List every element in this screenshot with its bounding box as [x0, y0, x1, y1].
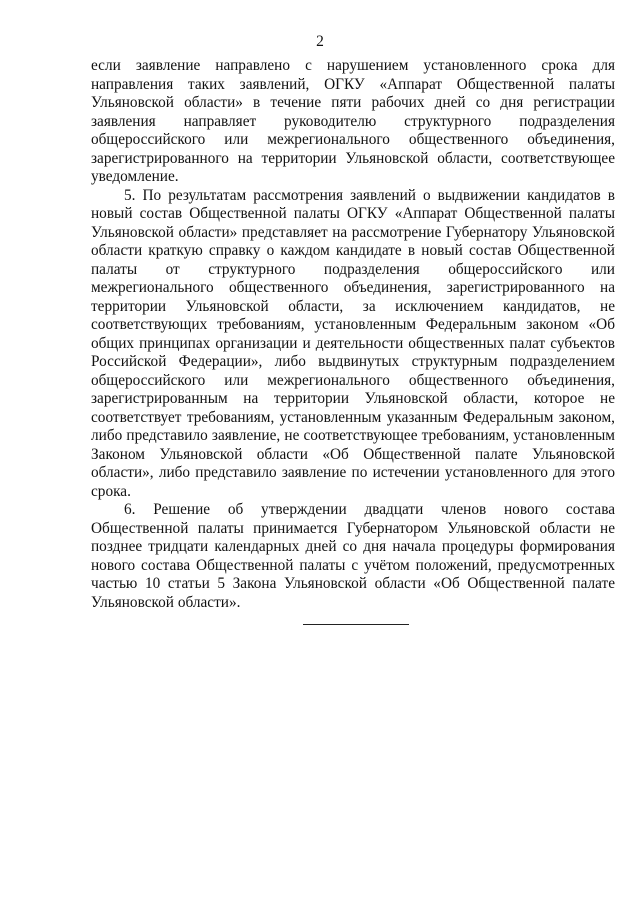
paragraph-continuation: если заявление направлено с нарушением установленного срока для направления таких заявлений, ОГКУ «Аппарат Общественной палаты Ульяновской области» в течение пяти рабочих дней со дня регистрации заявления направляет руководителю структурного подразделения общероссийского или межрегионального общественного объединения, зарегистрированного на территории Ульяновской области, соответствующее уведомление. [91, 57, 615, 185]
page-number: 2 [316, 33, 324, 50]
document-body [91, 57, 615, 612]
paragraph-item-5: 5. По результатам рассмотрения заявлений о выдвижении кандидатов в новый состав Общественной палаты ОГКУ «Аппарат Общественной палаты Ульяновской области» представляет на рассмотрение Губернатору Ульяновской области краткую справку о каждом кандидате в новый состав Общественной палаты от структурного подразделения общероссийского или межрегионального общественного объединения, зарегистрированного на территории Ульяновской области, за исключением кандидатов, не соответствующих требованиям, установленным Федеральным законом «Об общих принципах организации и деятельности общественных палат субъектов Российской Федерации», либо выдвинутых структурным подразделением общероссийского или межрегионального общественного объединения, зарегистрированным на территории Ульяновской области, которое не соответствует требованиям, установленным указанным Федеральным законом, либо представило заявление, не соответствующее требованиям, установленным Законом Ульяновской области «Об Общественной палате Ульяновской области», либо представило заявление по истечении установленного для этого срока. [91, 186, 615, 500]
end-of-text-rule [303, 624, 409, 625]
paragraph-item-6: 6. Решение об утверждении двадцати членов нового состава Общественной палаты принимается Губернатором Ульяновской области не позднее тридцати календарных дней со дня начала процедуры формирования нового состава Общественной палаты с учётом положений, предусмотренных частью 10 статьи 5 Закона Ульяновской области «Об Общественной палате Ульяновской области». [91, 501, 615, 611]
